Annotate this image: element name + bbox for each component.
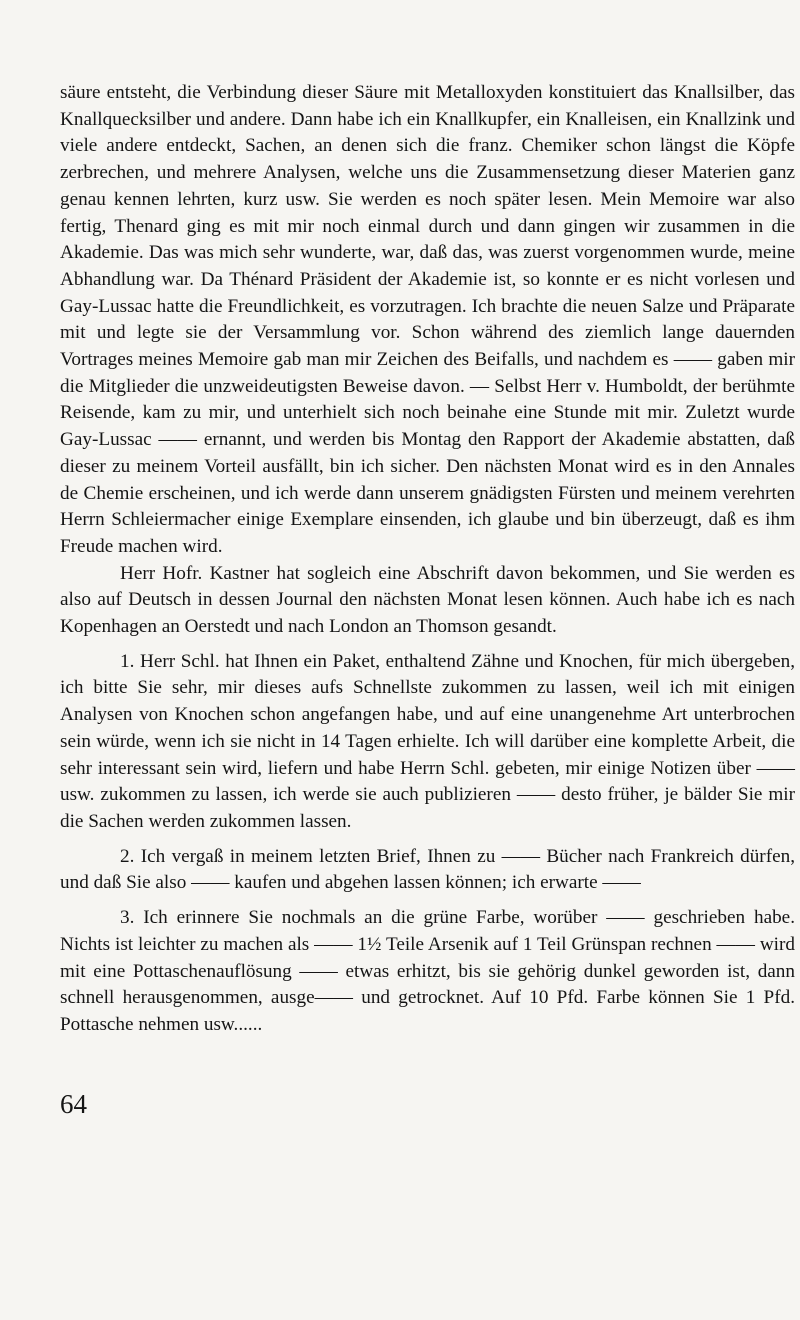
- body-text: [60, 80, 795, 1039]
- page-number: 64: [60, 1089, 87, 1119]
- paragraph-continuation: säure entsteht, die Verbindung dieser Säure mit Metalloxyden konstituiert das Knallsilber, das Knallquecksilber und andere. Dann habe ich ein Knallkupfer, ein Knalleisen, ein Knallzink und viele andere entdeckt, Sachen, an denen sich die franz. Chemiker schon längst die Köpfe zerbrechen, und mehrere Analysen, welche uns die Zusammensetzung dieser Materien ganz genau kennen lehrten, kurz usw. Sie werden es noch später lesen. Mein Memoire war also fertig, Thenard ging es mit mir noch einmal durch und dann gingen wir zusammen in die Akademie. Das was mich sehr wunderte, war, daß das, was zuerst vorgenommen wurde, meine Abhandlung war. Da Thénard Präsident der Akademie ist, so konnte er es nicht vorlesen und Gay-Lussac hatte die Freundlichkeit, es vorzutragen. Ich brachte die neuen Salze und Präparate mit und legte sie der Versammlung vor. Schon während des ziemlich lange dauernden Vortrages meines Memoire gab man mir Zeichen des Beifalls, und nachdem es —— gaben mir die Mitglieder die unzweideutigsten Beweise davon. — Selbst Herr v. Humboldt, der berühmte Reisende, kam zu mir, und unterhielt sich noch beinahe eine Stunde mit mir. Zuletzt wurde Gay-Lussac —— ernannt, und werden bis Montag den Rapport der Akademie abstatten, daß dieser zu meinem Vorteil ausfällt, bin ich sicher. Den nächsten Monat wird es in den Annales de Chemie erscheinen, und ich werde dann unserem gnädigsten Fürsten und meinem verehrten Herrn Schleiermacher einige Exemplare einsenden, ich glaube und bin überzeugt, daß es ihm Freude machen wird.: [60, 82, 795, 557]
- numbered-item-3: 3. Ich erinnere Sie nochmals an die grüne Farbe, worüber —— geschrieben habe. Nichts ist leichter zu machen als —— 1½ Teile Arsenik auf 1 Teil Grünspan rechnen —— wird mit eine Pottaschenauflösung —— etwas erhitzt, bis sie gehörig dunkel geworden ist, dann schnell herausgenommen, ausge—— und getrocknet. Auf 10 Pfd. Farbe können Sie 1 Pfd. Pottasche nehmen usw......: [60, 907, 795, 1035]
- numbered-item-1: 1. Herr Schl. hat Ihnen ein Paket, enthaltend Zähne und Knochen, für mich übergeben, ich bitte Sie sehr, mir dieses aufs Schnellste zukommen zu lassen, weil ich mit einigen Analysen von Knochen schon angefangen habe, und auf eine unangenehme Art unterbrochen sein würde, wenn ich sie nicht in 14 Tagen erhielte. Ich will darüber eine komplette Arbeit, die sehr interessant sein wird, liefern und habe Herrn Schl. gebeten, mir einige Notizen über —— usw. zukommen zu lassen, ich werde sie auch publizieren —— desto früher, je bälder Sie mir die Sachen werden zukommen lassen.: [60, 650, 795, 832]
- numbered-item-2: 2. Ich vergaß in meinem letzten Brief, Ihnen zu —— Bücher nach Frankreich dürfen, und daß Sie also —— kaufen und abgehen lassen können; ich erwarte ——: [60, 845, 795, 894]
- paragraph-hofrat-kastner: Herr Hofr. Kastner hat sogleich eine Abschrift davon bekommen, und Sie werden es also auf Deutsch in dessen Journal den nächsten Monat lesen können. Auch habe ich es nach Kopenhagen an Oerstedt und nach London an Thomson gesandt.: [60, 562, 795, 638]
